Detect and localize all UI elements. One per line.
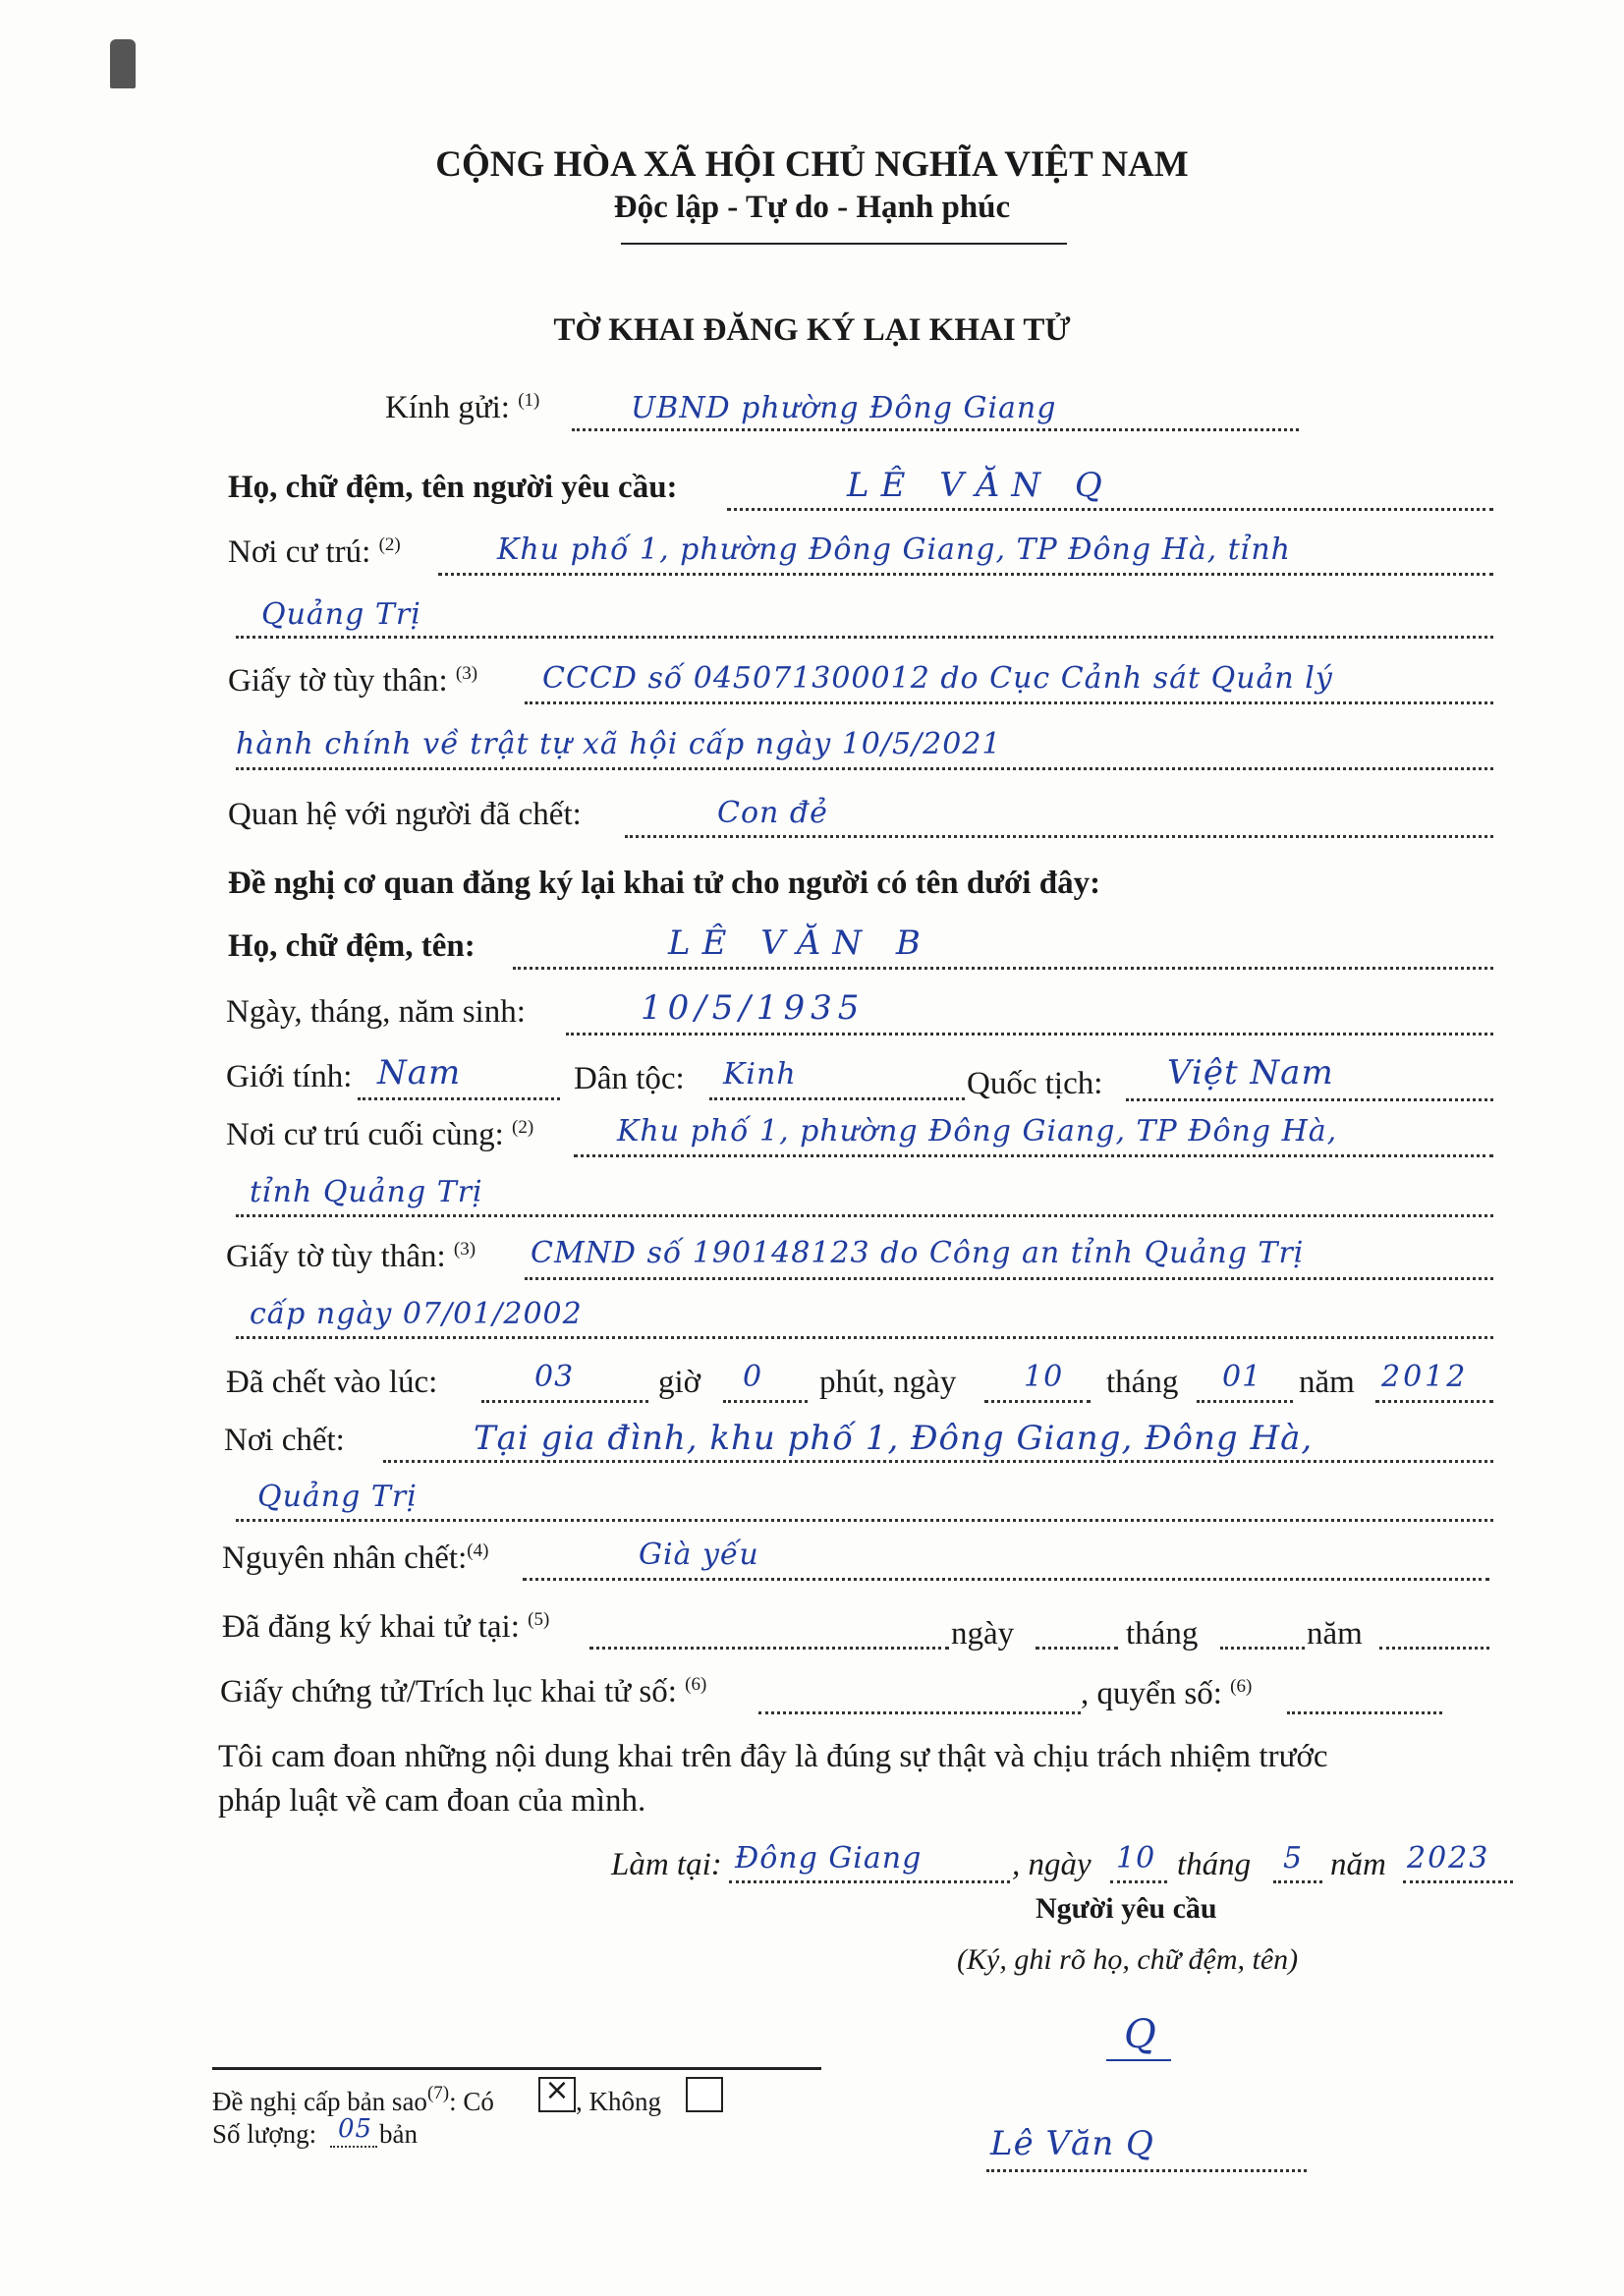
requester-residence-label: Nơi cư trú: $^{(2)}$ [228, 534, 401, 570]
quantity-value[interactable]: 05 [338, 2114, 373, 2144]
registered-at-label: Đã đăng ký khai tử tại: $^{(5)}$ [222, 1609, 550, 1645]
motto: Độc lập - Tự do - Hạnh phúc [613, 190, 1011, 225]
quantity-unit: bản [379, 2119, 418, 2149]
request-heading: Đề nghị cơ quan đăng ký lại khai tử cho người có tên dưới đây: [228, 866, 1101, 901]
signing-year-value[interactable]: 2023 [1407, 1841, 1490, 1876]
deceased-id-line2 [236, 1336, 1493, 1339]
hour-label: giờ [658, 1365, 701, 1400]
deceased-dob-line [566, 1033, 1493, 1036]
signing-day-line [1110, 1880, 1167, 1883]
signing-place-label: Làm tại: [611, 1847, 722, 1882]
copy-request-label: Đề nghị cấp bản sao$^{(7)}$: Có [212, 2083, 494, 2116]
signing-year-line [1403, 1880, 1513, 1883]
death-time-label: Đã chết vào lúc: [226, 1365, 438, 1400]
deceased-last-residence-line1 [574, 1154, 1493, 1157]
quantity-label: Số lượng: [212, 2119, 317, 2149]
deceased-gender-line [358, 1097, 560, 1100]
deceased-name-line [513, 967, 1493, 970]
requester-name-value[interactable]: LÊ VĂN Q [847, 466, 1114, 505]
minute-line [723, 1400, 808, 1403]
requester-name-line [727, 508, 1493, 511]
book-number-line[interactable] [1287, 1711, 1442, 1714]
death-place-line2 [236, 1519, 1493, 1522]
day-value[interactable]: 10 [1024, 1360, 1064, 1394]
recipient-label: Kính gửi: $^{(1)}$ [385, 390, 540, 425]
requester-name-label: Họ, chữ đệm, tên người yêu cầu: [228, 470, 678, 505]
registered-day-label: ngày [951, 1616, 1015, 1652]
registered-year-label: năm [1307, 1616, 1363, 1652]
deceased-id-value2[interactable]: cấp ngày 07/01/2002 [250, 1297, 583, 1331]
signature[interactable]: Q [1124, 2012, 1157, 2057]
requester-residence-line1 [438, 573, 1493, 576]
registered-year-line[interactable] [1379, 1647, 1489, 1650]
punch-hole [110, 39, 136, 88]
declaration-line2: pháp luật về cam đoan của mình. [218, 1783, 646, 1819]
certificate-number-line[interactable] [758, 1711, 1081, 1714]
certificate-label: Giấy chứng tử/Trích lục khai tử số: $^{(6)}$ [220, 1674, 707, 1709]
requester-id-value1[interactable]: CCCD số 045071300012 do Cục Cảnh sát Quản lý [542, 661, 1333, 696]
year-label: năm [1299, 1365, 1355, 1400]
signing-place-line [729, 1880, 1010, 1883]
quantity-line [330, 2146, 377, 2148]
signer-title: Người yêu cầu [1036, 1892, 1217, 1925]
deceased-nationality-label: Quốc tịch: [967, 1066, 1103, 1101]
book-number-label: , quyển số: $^{(6)}$ [1081, 1676, 1253, 1711]
deceased-last-residence-value2[interactable]: tỉnh Quảng Trị [250, 1175, 483, 1209]
deceased-id-label: Giấy tờ tùy thân: $^{(3)}$ [226, 1239, 476, 1274]
motto-underline [621, 243, 1067, 245]
year-value[interactable]: 2012 [1381, 1360, 1469, 1394]
copy-no-label: , Không [576, 2087, 661, 2116]
copy-no-checkbox[interactable] [686, 2077, 723, 2112]
cause-label: Nguyên nhân chết:$^{(4)}$ [222, 1540, 489, 1576]
requester-residence-value2[interactable]: Quảng Trị [261, 597, 421, 632]
form-title: TỜ KHAI ĐĂNG KÝ LẠI KHAI TỬ [553, 312, 1071, 348]
signing-place-value[interactable]: Đông Giang [735, 1841, 923, 1876]
deceased-gender-label: Giới tính: [226, 1059, 353, 1094]
signing-month-value[interactable]: 5 [1283, 1841, 1304, 1876]
nation-heading: CỘNG HÒA XÃ HỘI CHỦ NGHĨA VIỆT NAM [435, 144, 1189, 185]
registered-day-line[interactable] [1036, 1647, 1118, 1650]
requester-id-line1 [525, 701, 1493, 704]
recipient-value[interactable]: UBND phường Đông Giang [631, 391, 1057, 425]
signing-month-label: tháng [1177, 1847, 1252, 1882]
deceased-ethnicity-value[interactable]: Kinh [723, 1057, 797, 1092]
recipient-line [572, 428, 1299, 431]
death-place-label: Nơi chết: [224, 1423, 345, 1458]
registered-at-line[interactable] [589, 1647, 949, 1650]
deceased-nationality-value[interactable]: Việt Nam [1167, 1053, 1334, 1092]
minute-label: phút, ngày [819, 1365, 957, 1400]
month-value[interactable]: 01 [1222, 1360, 1262, 1394]
death-place-line1 [383, 1460, 1493, 1463]
hour-line [481, 1400, 648, 1403]
signing-month-line [1273, 1880, 1322, 1883]
minute-value[interactable]: 0 [743, 1360, 763, 1394]
deceased-dob-value[interactable]: 10/5/1935 [641, 988, 866, 1028]
declaration-line1: Tôi cam đoan những nội dung khai trên đây là đúng sự thật và chịu trách nhiệm trước [218, 1739, 1328, 1774]
signature-stroke [1106, 2059, 1171, 2061]
deceased-last-residence-value1[interactable]: Khu phố 1, phường Đông Giang, TP Đông Hà, [617, 1114, 1338, 1148]
footer-divider [212, 2067, 821, 2070]
deceased-gender-value[interactable]: Nam [377, 1053, 462, 1092]
requester-residence-line2 [236, 636, 1493, 639]
deceased-ethnicity-label: Dân tộc: [574, 1061, 685, 1096]
requester-id-line2 [236, 767, 1493, 770]
deceased-dob-label: Ngày, tháng, năm sinh: [226, 994, 526, 1030]
signer-name-line [986, 2169, 1307, 2172]
relation-line [625, 835, 1493, 838]
signing-day-value[interactable]: 10 [1116, 1841, 1156, 1876]
signing-year-label: năm [1330, 1847, 1386, 1882]
checkbox-x-mark: × [544, 2073, 570, 2107]
deceased-name-value[interactable]: LÊ VĂN B [668, 924, 932, 963]
signing-day-label: , ngày [1012, 1847, 1092, 1882]
relation-value[interactable]: Con đẻ [717, 796, 828, 830]
hour-value[interactable]: 03 [534, 1360, 575, 1394]
deceased-id-line1 [525, 1277, 1493, 1280]
deceased-id-value1[interactable]: CMND số 190148123 do Công an tỉnh Quảng Trị [531, 1236, 1305, 1270]
deceased-name-label: Họ, chữ đệm, tên: [228, 928, 476, 964]
month-label: tháng [1106, 1365, 1179, 1400]
deceased-nationality-line [1126, 1098, 1493, 1101]
deceased-ethnicity-line [709, 1097, 965, 1100]
registered-month-line[interactable] [1220, 1647, 1305, 1650]
day-line [984, 1400, 1091, 1403]
deceased-last-residence-line2 [236, 1214, 1493, 1217]
registered-month-label: tháng [1126, 1616, 1199, 1652]
cause-line [523, 1578, 1489, 1581]
requester-id-value2[interactable]: hành chính về trật tự xã hội cấp ngày 10/5/2021 [236, 727, 1002, 761]
deceased-last-residence-label: Nơi cư trú cuối cùng: $^{(2)}$ [226, 1117, 534, 1152]
cause-value[interactable]: Già yếu [639, 1538, 759, 1572]
death-place-value1[interactable]: Tại gia đình, khu phố 1, Đông Giang, Đông Hà, [474, 1419, 1314, 1458]
requester-id-label: Giấy tờ tùy thân: $^{(3)}$ [228, 663, 478, 699]
requester-residence-value1[interactable]: Khu phố 1, phường Đông Giang, TP Đông Hà, tỉnh [497, 532, 1291, 567]
death-place-value2[interactable]: Quảng Trị [257, 1480, 418, 1514]
signer-name[interactable]: Lê Văn Q [990, 2124, 1154, 2163]
year-line [1375, 1400, 1493, 1403]
signer-hint: (Ký, ghi rõ họ, chữ đệm, tên) [957, 1943, 1299, 1976]
month-line [1197, 1400, 1293, 1403]
relation-label: Quan hệ với người đã chết: [228, 797, 582, 832]
copy-yes-checkbox[interactable] [538, 2073, 576, 2112]
